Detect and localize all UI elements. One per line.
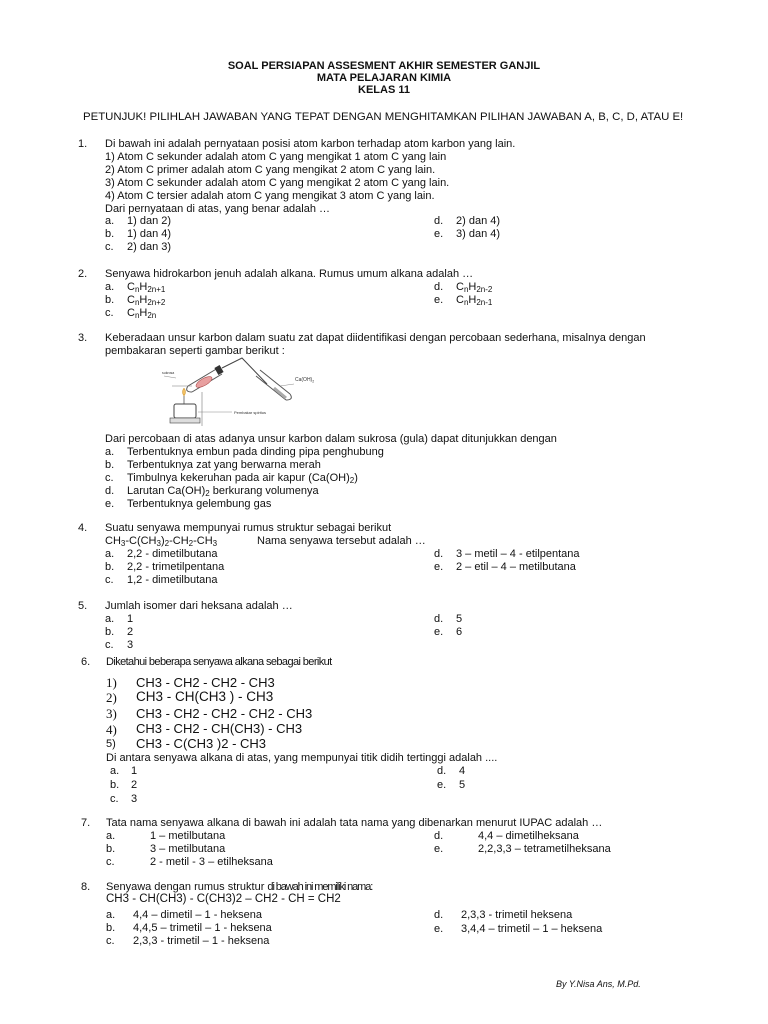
- formula-4: CH3 - CH2 - CH(CH3) - CH3: [136, 721, 303, 736]
- instruction: PETUNJUK! PILIHLAH JAWABAN YANG TEPAT DENGAN MENGHITAMKAN PILIHAN JAWABAN A, B, C, D, ATAU E!: [83, 111, 684, 123]
- question-stem: Senyawa dengan rumus struktur di bawah ini memiliki nama:: [106, 881, 373, 893]
- option-letter: a.: [106, 909, 116, 921]
- list-number: 1): [106, 675, 117, 690]
- option-letter: c.: [105, 574, 114, 586]
- option-d[interactable]: Larutan $Ca(OH)_2$ berkurang volumenya: [127, 485, 319, 498]
- question-prompt: Dari pernyataan di atas, yang benar adalah …: [105, 203, 331, 215]
- formula-3: CH3 - CH2 - CH2 - CH2 - CH3: [136, 706, 313, 721]
- option-c[interactable]: 3: [131, 793, 138, 805]
- question-number: 8.: [81, 881, 91, 893]
- option-c[interactable]: 2,3,3 - trimetil – 1 - heksena: [133, 935, 270, 947]
- option-b[interactable]: 4,4,5 – trimetil – 1 - heksena: [133, 922, 272, 934]
- option-letter: a.: [105, 215, 115, 227]
- header-line-2: MATA PELAJARAN KIMIA: [316, 72, 452, 84]
- option-letter: a.: [105, 548, 115, 560]
- option-c[interactable]: Timbulnya kekeruhan pada air kapur $(Ca(OH)_2)$: [127, 472, 358, 485]
- structural-formula: $CH_3-C(CH_3)_2-CH_2-CH_3$: [105, 535, 218, 548]
- option-c[interactable]: $C_nH_{2n}$: [127, 307, 157, 320]
- svg-text:Ca(OH)2: $Ca(OH)_2$: [295, 377, 315, 384]
- option-letter: b.: [105, 228, 115, 240]
- question-prompt: Dari percobaan di atas adanya unsur karbon dalam sukrosa (gula) dapat ditunjukkan dengan: [105, 433, 557, 445]
- formula-1: CH3 - CH2 - CH2 - CH3: [136, 675, 275, 690]
- list-number: 4): [106, 722, 117, 737]
- option-letter: a.: [105, 446, 115, 458]
- question-stem: Diketahui beberapa senyawa alkana sebagai berikut: [106, 656, 332, 668]
- option-letter: c.: [105, 241, 114, 253]
- option-letter: b.: [106, 843, 116, 855]
- option-e[interactable]: 2,2,3,3 – tetrametilheksana: [478, 843, 611, 855]
- option-letter: e.: [434, 923, 444, 935]
- option-letter: a.: [106, 830, 116, 842]
- option-b[interactable]: 2: [127, 626, 134, 638]
- option-e[interactable]: $C_nH_{2n-1}$: [456, 294, 493, 307]
- option-d[interactable]: 4,4 – dimetilheksana: [478, 830, 579, 842]
- option-letter: e.: [105, 498, 115, 510]
- author-footer: By Y.Nisa Ans, M.Pd.: [556, 979, 641, 989]
- delivery-tube-icon: [214, 358, 267, 384]
- option-letter: e.: [434, 561, 444, 573]
- option-letter: e.: [434, 626, 444, 638]
- question-stem: Senyawa hidrokarbon jenuh adalah alkana. Rumus umum alkana adalah …: [105, 268, 474, 280]
- option-letter: c.: [105, 639, 114, 651]
- option-letter: e.: [437, 779, 447, 791]
- option-letter: d.: [105, 485, 115, 497]
- svg-text:sukrosa: sukrosa: [162, 371, 175, 375]
- option-letter: c.: [105, 307, 114, 319]
- option-a[interactable]: 1 – metilbutana: [150, 830, 226, 842]
- option-c[interactable]: 2) dan 3): [127, 241, 172, 253]
- question-number: 4.: [78, 522, 88, 534]
- question-prompt: Nama senyawa tersebut adalah …: [257, 535, 426, 547]
- option-letter: b.: [105, 626, 115, 638]
- option-letter: a.: [105, 281, 115, 293]
- svg-text:Pembakar spiritus: Pembakar spiritus: [234, 410, 267, 415]
- question-number: 7.: [81, 817, 91, 829]
- lime-water-tube-icon: [256, 370, 314, 400]
- option-letter: d.: [434, 281, 444, 293]
- option-e[interactable]: 2 – etil – 4 – metilbutana: [456, 561, 576, 573]
- option-letter: b.: [105, 561, 115, 573]
- option-a[interactable]: 2,2 - dimetilbutana: [127, 548, 218, 560]
- statement: 2) Atom C primer adalah atom C yang mengikat 2 atom C yang lain.: [105, 164, 436, 176]
- option-d[interactable]: 4: [459, 765, 466, 777]
- question-number: 6.: [81, 656, 91, 668]
- option-e[interactable]: 6: [456, 626, 463, 638]
- option-letter: d.: [434, 830, 444, 842]
- question-stem: Di bawah ini adalah pernyataan posisi atom karbon terhadap atom karbon yang lain.: [105, 138, 516, 150]
- option-letter: d.: [434, 909, 444, 921]
- header-line-1: SOAL PERSIAPAN ASSESMENT AKHIR SEMESTER GANJIL: [227, 60, 541, 72]
- option-d[interactable]: 2,3,3 - trimetil heksena: [461, 909, 573, 921]
- option-a[interactable]: 1) dan 2): [127, 215, 172, 227]
- question-number: 5.: [78, 600, 88, 612]
- option-d[interactable]: 5: [456, 613, 463, 625]
- option-d[interactable]: 3 – metil – 4 - etilpentana: [456, 548, 580, 560]
- list-number: 5): [106, 738, 116, 750]
- option-e[interactable]: 3,4,4 – trimetil – 1 – heksena: [461, 923, 603, 935]
- formula-5: CH3 - C(CH3 )2 - CH3: [136, 736, 267, 751]
- option-letter: d.: [434, 548, 444, 560]
- option-b[interactable]: Terbentuknya zat yang berwarna merah: [127, 459, 321, 471]
- option-letter: d.: [437, 765, 447, 777]
- option-b[interactable]: 1) dan 4): [127, 228, 172, 240]
- structural-formula: CH3 - CH(CH3) - C(CH3)2 – CH2 - CH = CH2: [106, 893, 341, 905]
- option-e[interactable]: Terbentuknya gelembung gas: [127, 498, 272, 510]
- option-letter: c.: [105, 472, 114, 484]
- option-a[interactable]: $C_nH_{2n+1}$: [127, 281, 166, 294]
- option-letter: b.: [105, 459, 115, 471]
- option-a[interactable]: 4,4 – dimetil – 1 - heksena: [133, 909, 263, 921]
- option-e[interactable]: 3) dan 4): [456, 228, 501, 240]
- option-letter: c.: [106, 856, 115, 868]
- option-letter: b.: [110, 779, 120, 791]
- statement: 3) Atom C sekunder adalah atom C yang mengikat 2 atom C yang lain.: [105, 177, 450, 189]
- question-stem: pembakaran seperti gambar berikut :: [105, 345, 285, 357]
- question-number: 3.: [78, 332, 88, 344]
- statement: 4) Atom C tersier adalah atom C yang mengikat 3 atom C yang lain.: [105, 190, 435, 202]
- combustion-apparatus-image: [162, 356, 322, 428]
- question-stem: Tata nama senyawa alkana di bawah ini adalah tata nama yang dibenarkan menurut IUPAC adalah …: [106, 817, 603, 829]
- option-e[interactable]: 5: [459, 779, 466, 791]
- option-letter: b.: [105, 294, 115, 306]
- option-b[interactable]: $C_nH_{2n+2}$: [127, 294, 166, 307]
- statement: 1) Atom C sekunder adalah atom C yang mengikat 1 atom C yang lain: [105, 151, 447, 163]
- option-letter: a.: [110, 765, 120, 777]
- question-stem: Suatu senyawa mempunyai rumus struktur sebagai berikut: [105, 522, 392, 534]
- option-letter: d.: [434, 215, 444, 227]
- question-number: 2.: [78, 268, 88, 280]
- question-stem: Keberadaan unsur karbon dalam suatu zat dapat diidentifikasi dengan percobaan sederhana, misalnya dengan: [105, 332, 646, 344]
- list-number: 2): [106, 690, 117, 705]
- option-d[interactable]: 2) dan 4): [456, 215, 501, 227]
- question-number: 1.: [78, 138, 88, 150]
- option-c[interactable]: 3: [127, 639, 134, 651]
- option-c[interactable]: 2 - metil - 3 – etilheksana: [150, 856, 273, 868]
- option-a[interactable]: 1: [131, 765, 138, 777]
- option-letter: a.: [105, 613, 115, 625]
- option-letter: e.: [434, 843, 444, 855]
- header-line-3: KELAS 11: [358, 84, 410, 96]
- option-letter: c.: [110, 793, 119, 805]
- option-b[interactable]: 2,2 - trimetilpentana: [127, 561, 225, 573]
- option-a[interactable]: Terbentuknya embun pada dinding pipa penghubung: [127, 446, 384, 458]
- question-stem: Jumlah isomer dari heksana adalah …: [105, 600, 293, 612]
- option-letter: d.: [434, 613, 444, 625]
- list-number: 3): [106, 706, 117, 721]
- option-letter: e.: [434, 228, 444, 240]
- option-letter: e.: [434, 294, 444, 306]
- option-c[interactable]: 1,2 - dimetilbutana: [127, 574, 218, 586]
- option-d[interactable]: $C_nH_{2n-2}$: [456, 281, 493, 294]
- option-b[interactable]: 2: [131, 779, 138, 791]
- formula-2: CH3 - CH(CH3 ) - CH3: [136, 689, 274, 704]
- option-letter: b.: [106, 922, 116, 934]
- option-a[interactable]: 1: [127, 613, 134, 625]
- option-b[interactable]: 3 – metilbutana: [150, 843, 226, 855]
- option-letter: c.: [106, 935, 115, 947]
- question-prompt: Di antara senyawa alkana di atas, yang mempunyai titik didih tertinggi adalah ....: [106, 752, 498, 764]
